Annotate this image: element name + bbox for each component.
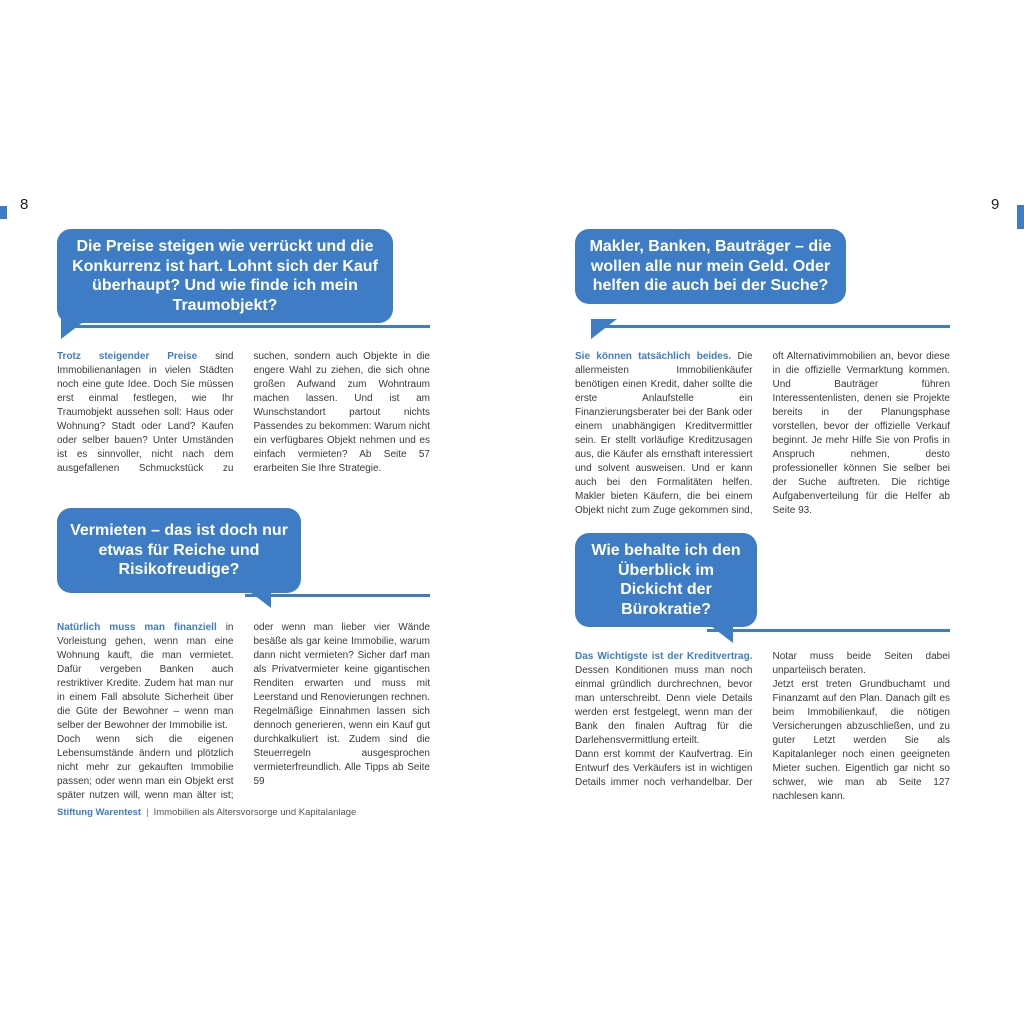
page-number-right: 9 (991, 196, 1000, 213)
lead-in-text: Das Wichtigste ist der Kreditvertrag. (575, 651, 753, 662)
bubble-tail-row (575, 322, 950, 348)
speech-tail-icon (245, 588, 271, 608)
lead-in-text: Natürlich muss man finanziell (57, 622, 217, 633)
publisher-name: Stiftung Warentest (57, 807, 142, 818)
question-bubble-bureaucracy: Wie behalte ich den Überblick im Dickicht der Bürokratie? (575, 533, 757, 627)
paragraph (57, 621, 234, 733)
body-text: sind Immobilienanlagen in vielen Städten noch eine gute Idee. Doch Sie müssen erst einmal festlegen, wie Ihr Traumobjekt aussehen soll: Haus oder Wohnung? Stadt oder Land? Kaufen oder selber bauen? Unter Umständen ist es sinnvoller, nicht nach dem ausgefallenen Schmuckstück zu suchen, sondern auch Objekte in die engere Wahl zu ziehen, die sich ohne großen Aufwand zum Wohntraum machen lassen. Und ist am Wunschstandort partout nichts Passendes zu bekommen: Warum nicht ein verfügbares Objekt nehmen und es einfach vermieten? Ab Seite 57 erarbeiten Sie Ihre Strategie. (57, 351, 430, 474)
footer-separator: | (146, 807, 149, 818)
divider-rule (245, 594, 430, 597)
question-bubble-renting: Vermieten – das ist doch nur etwas für Reiche und Risikofreudige? (57, 508, 301, 593)
body-text: Die allermeisten Immobilienkäufer benötigen einen Kredit, daher sollte die erste Anlaufstelle ein Finanzierungsberater bei der Bank oder einem unabhängigen Kreditvermittler sein. Er stellt vorläufige Kreditzusagen aus, die Käufer als ernsthaft interessiert und solvent ausweisen. Und er kann auch bei den Formalitäten helfen. Makler bieten Käufern, die bei einem Objekt nicht zum Zuge gekommen sind, oft Alternativimmobilien an, bevor diese in die offizielle Vermarktung kommen. Und Bauträger führen Interessentenlisten, denen sie Projekte bereits in der Planungsphase vorstellen, bevor der offizielle Verkauf beginnt. Je mehr Hilfe Sie von Profis in Anspruch nehmen, desto professioneller können Sie selber bei der Suche auftreten. Die richtige Aufgabenverteilung für die Helfer ab Seite 93. (575, 351, 950, 516)
speech-tail-icon (591, 319, 617, 339)
page-footer (57, 807, 356, 818)
speech-tail-icon (61, 319, 87, 339)
answer-prices (57, 350, 430, 476)
answer-helpers (575, 350, 950, 518)
question-bubble-prices: Die Preise steigen wie verrückt und die Konkurrenz ist hart. Lohnt sich der Kauf überhaupt? Und wie finde ich mein Traumobjekt? (57, 229, 393, 323)
body-text: in Vorleistung gehen, wenn man eine Wohnung kauft, die man vermietet. Dafür vergeben Banken auch restriktiver Kredite. Zudem hat man nur in einem Fall absolute Sicherheit über die Güte der Bewohner – wenn man selber der Bewohner der Immobilie ist. (57, 622, 234, 731)
body-text: Jetzt erst treten Grundbuchamt und Finanzamt auf den Plan. Danach gilt es beim Immobilienkauf, die nötigen Versicherungen abzuschließen, und zu guter Letzt werden Sie als Kapitalanleger noch einen geeigneten Mieter suchen. Eigentlich gar nicht so schwer, wie man ab Seite 127 nachlesen kann. (772, 679, 950, 802)
answer-renting (57, 621, 430, 803)
lead-in-text: Trotz steigender Preise (57, 351, 198, 362)
body-text: Dann erst kommt der Kaufvertrag. Ein Entwurf des Verkäufers ist in wichtigen Details immer noch verhandelbar. Der Notar muss beide Seiten dabei unparteiisch beraten. (575, 651, 950, 788)
answer-bureaucracy (575, 650, 950, 804)
book-title: Immobilien als Altersvorsorge und Kapitalanlage (153, 807, 357, 818)
body-text: Dessen Konditionen muss man noch einmal gründlich durchrechnen, bevor man unterschreibt. Denn viele Details werden erst festgelegt, wenn man der Bank den finalen Auftrag für die Darlehensvermittlung erteilt. (575, 665, 753, 746)
divider-rule (61, 325, 430, 328)
question-bubble-helpers: Makler, Banken, Bauträger – die wollen alle nur mein Geld. Oder helfen die auch bei der Suche? (575, 229, 846, 304)
paragraph (575, 350, 950, 518)
bubble-tail-row (57, 591, 430, 617)
lead-in-text: Sie können tatsächlich beides. (575, 351, 732, 362)
chapter-edge-tab-left (0, 206, 7, 219)
paragraph (773, 678, 951, 804)
divider-rule (707, 629, 950, 632)
paragraph (57, 350, 430, 476)
paragraph (575, 650, 753, 748)
chapter-edge-tab-right (1017, 205, 1024, 229)
body-text: Doch wenn sich die eigenen Lebensumstände ändern und plötzlich nicht mehr zur gekauften Immobilie passen; oder wenn man ein Objekt erst später nutzen will, wenn man älter ist; oder wenn man lieber vier Wände besäße als gar keine Immobilie, warum dann nicht vermieten? Sicher darf man als Privatvermieter keine gigantischen Renditen erwarten und muss mit Leerstand und Renovierungen rechnen. Regelmäßige Einnahmen lassen sich dennoch generieren, wenn ein Kauf gut durchkalkuliert ist. Zudem sind die Steuerregeln ausgesprochen vermieterfreundlich. Alle Tipps ab Seite 59 (57, 622, 430, 801)
divider-rule (591, 325, 950, 328)
bubble-tail-row (575, 626, 950, 652)
bubble-tail-row (57, 322, 430, 348)
page-number-left: 8 (20, 196, 29, 213)
speech-tail-icon (707, 623, 733, 643)
